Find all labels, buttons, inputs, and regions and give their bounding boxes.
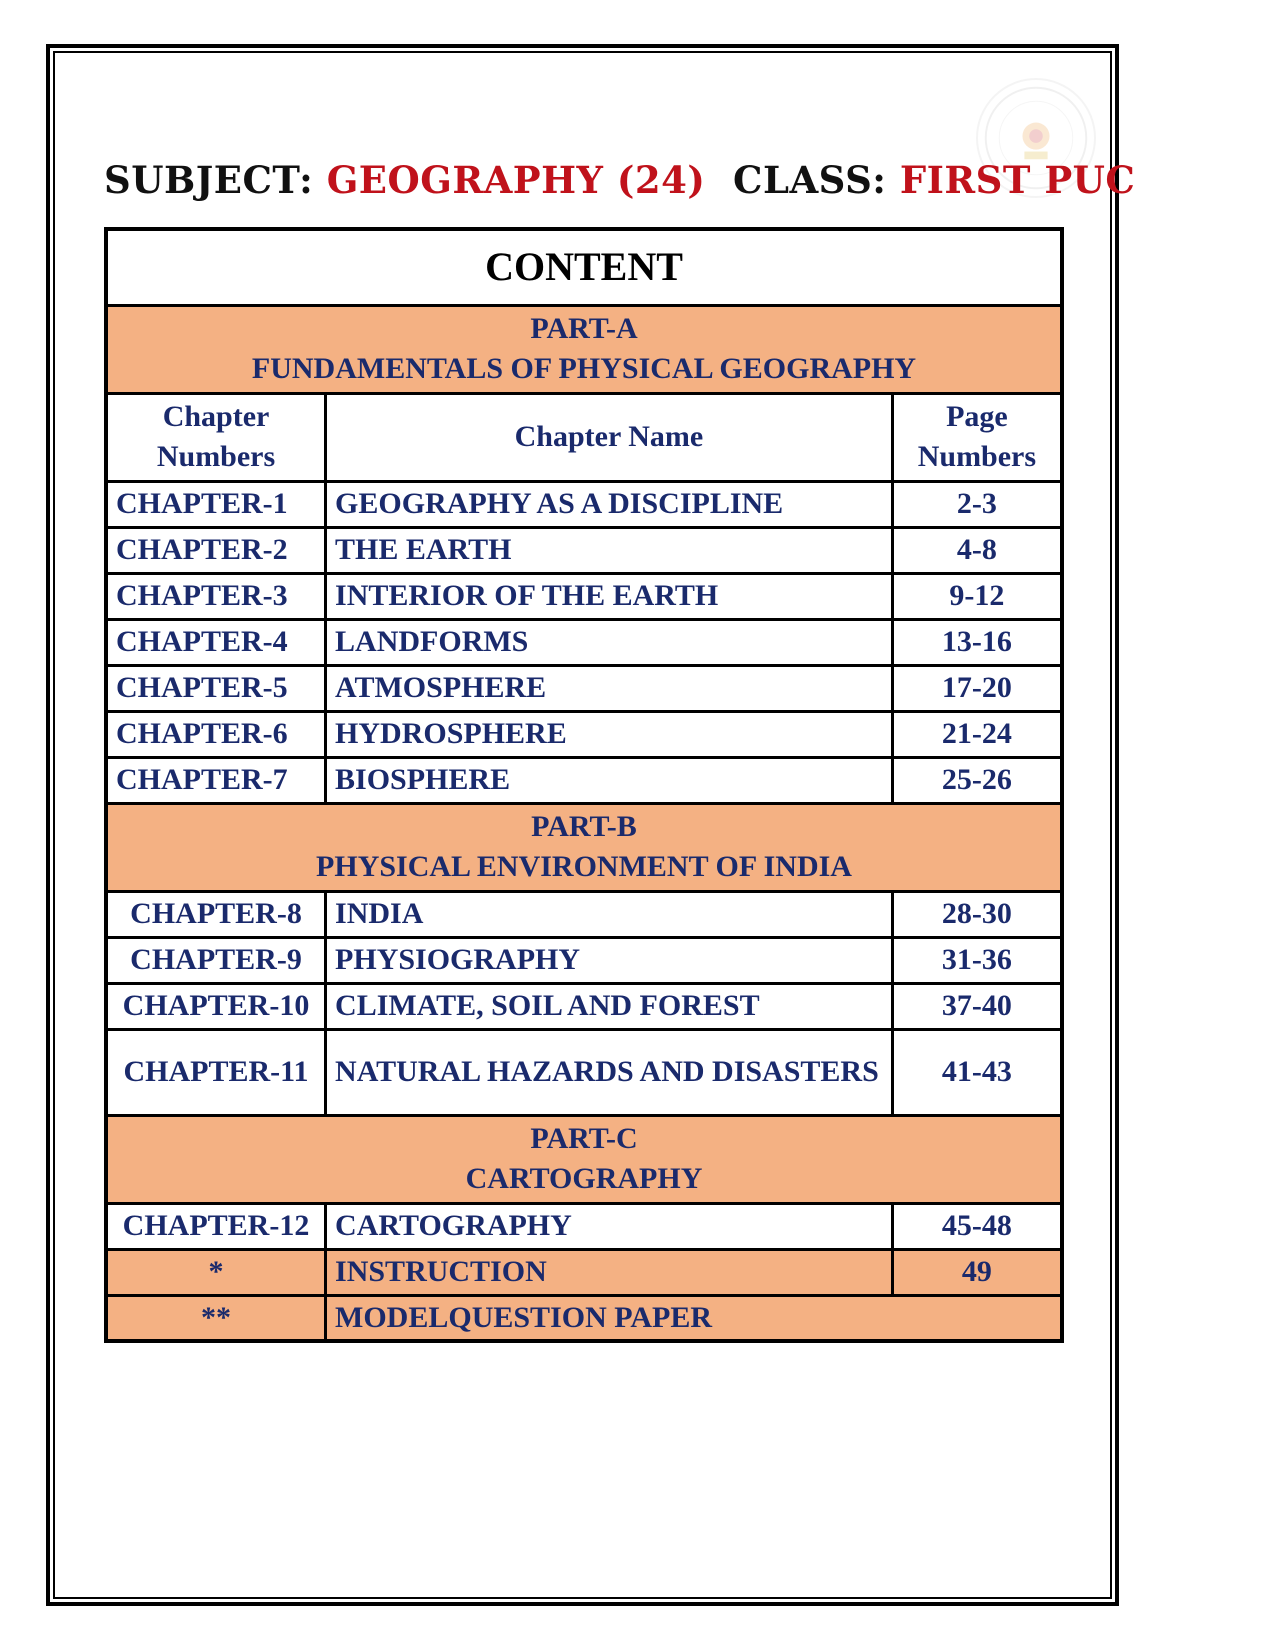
table-row: [106, 1295, 1062, 1341]
chapter-number: **: [106, 1295, 326, 1341]
page-range: 25-26: [892, 757, 1062, 803]
part-b-header: [106, 803, 1062, 891]
table-row: [106, 937, 1062, 983]
chapter-number: *: [106, 1249, 326, 1295]
part-c-label: PART-C: [530, 1122, 638, 1155]
col-header-chapter-numbers: Chapter Numbers: [106, 393, 326, 481]
page-range: 13-16: [892, 619, 1062, 665]
chapter-name: BIOSPHERE: [326, 757, 893, 803]
page-range: 28-30: [892, 891, 1062, 937]
chapter-number: CHAPTER-2: [106, 527, 326, 573]
table-row: [106, 527, 1062, 573]
class-heading: [733, 150, 1135, 210]
part-a-title: FUNDAMENTALS OF PHYSICAL GEOGRAPHY: [251, 352, 917, 385]
content-table: [104, 227, 1064, 1343]
chapter-name: INDIA: [326, 891, 893, 937]
chapter-name: INTERIOR OF THE EARTH: [326, 573, 893, 619]
chapter-number: CHAPTER-5: [106, 665, 326, 711]
chapter-name: THE EARTH: [326, 527, 893, 573]
page-range: 2-3: [892, 481, 1062, 527]
part-b-title: PHYSICAL ENVIRONMENT OF INDIA: [316, 850, 852, 883]
chapter-name: ATMOSPHERE: [326, 665, 893, 711]
part-c-header: [106, 1115, 1062, 1203]
table-row: [106, 665, 1062, 711]
table-row: [106, 573, 1062, 619]
page-range: 4-8: [892, 527, 1062, 573]
page-range: 37-40: [892, 983, 1062, 1029]
page-range: 17-20: [892, 665, 1062, 711]
chapter-number: CHAPTER-9: [106, 937, 326, 983]
class-value: FIRST PUC: [899, 158, 1136, 202]
chapter-name: GEOGRAPHY AS A DISCIPLINE: [326, 481, 893, 527]
chapter-name: LANDFORMS: [326, 619, 893, 665]
col-header-page-numbers: Page Numbers: [892, 393, 1062, 481]
chapter-number: CHAPTER-6: [106, 711, 326, 757]
subject-heading: [104, 150, 705, 210]
class-label: CLASS:: [733, 158, 887, 202]
part-a-header: [106, 305, 1062, 393]
page-range: 31-36: [892, 937, 1062, 983]
table-row: [106, 1029, 1062, 1115]
part-a-label: PART-A: [530, 312, 638, 345]
chapter-number: CHAPTER-8: [106, 891, 326, 937]
chapter-number: CHAPTER-3: [106, 573, 326, 619]
page-range: 9-12: [892, 573, 1062, 619]
column-header-row: [106, 393, 1062, 481]
chapter-name: INSTRUCTION: [326, 1249, 893, 1295]
page-range: 49: [892, 1249, 1062, 1295]
chapter-name: CARTOGRAPHY: [326, 1203, 893, 1249]
chapter-number: CHAPTER-10: [106, 983, 326, 1029]
table-row: [106, 619, 1062, 665]
table-row: [106, 757, 1062, 803]
table-row: [106, 1249, 1062, 1295]
chapter-number: CHAPTER-1: [106, 481, 326, 527]
chapter-name: CLIMATE, SOIL AND FOREST: [326, 983, 893, 1029]
chapter-name: NATURAL HAZARDS AND DISASTERS: [326, 1029, 893, 1115]
table-row: [106, 983, 1062, 1029]
page-range: 41-43: [892, 1029, 1062, 1115]
col-header-chapter-name: Chapter Name: [326, 393, 893, 481]
table-row: [106, 891, 1062, 937]
table-row: [106, 481, 1062, 527]
table-row: [106, 711, 1062, 757]
chapter-name: PHYSIOGRAPHY: [326, 937, 893, 983]
part-c-title: CARTOGRAPHY: [465, 1162, 703, 1195]
subject-label: SUBJECT:: [104, 158, 314, 202]
chapter-number: CHAPTER-12: [106, 1203, 326, 1249]
chapter-name: MODELQUESTION PAPER: [326, 1295, 1062, 1341]
subject-value: GEOGRAPHY (24): [326, 158, 706, 202]
table-row: [106, 1203, 1062, 1249]
part-b-label: PART-B: [531, 810, 637, 843]
chapter-number: CHAPTER-11: [106, 1029, 326, 1115]
chapter-number: CHAPTER-7: [106, 757, 326, 803]
page-range: 45-48: [892, 1203, 1062, 1249]
content-title: CONTENT: [106, 229, 1062, 305]
chapter-number: CHAPTER-4: [106, 619, 326, 665]
chapter-name: HYDROSPHERE: [326, 711, 893, 757]
page-range: 21-24: [892, 711, 1062, 757]
